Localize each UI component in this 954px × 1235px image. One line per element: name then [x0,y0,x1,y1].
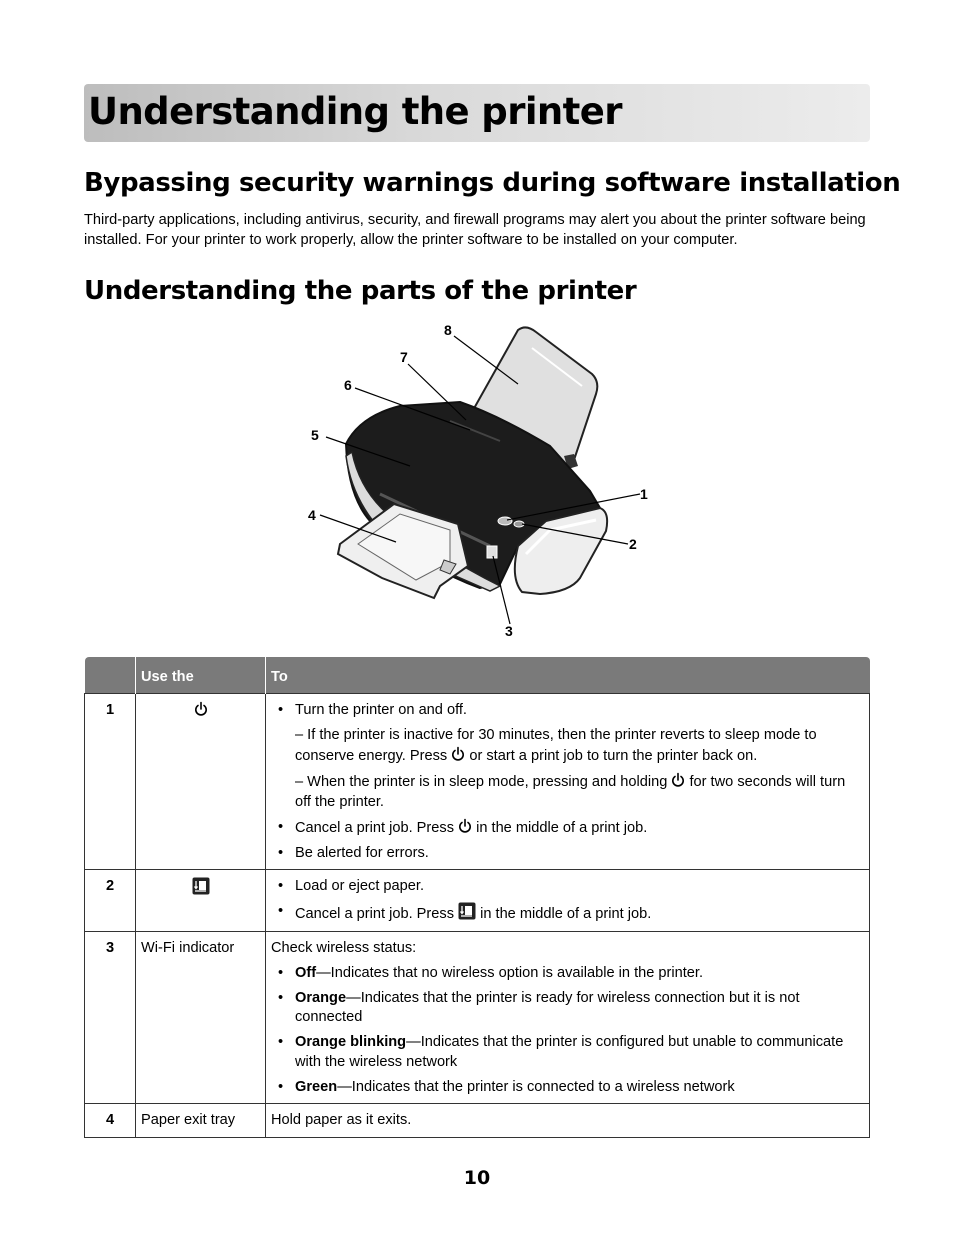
list-item: • Cancel a print job. Press in the middle of a print job. [271,902,864,925]
row-use-cell: Wi-Fi indicator [136,931,266,1104]
power-icon [194,701,208,717]
printer-illustration [300,316,660,646]
list-item: • Turn the printer on and off. – If the printer is inactive for 30 minutes, then the printer reverts to sleep mode to conserve energy. Press or start a print job to turn the printer back on. – When the printer is in sleep mode, pressing and holding for two seconds will turn off the printer. [271,701,864,812]
callout-2: 2 [629,536,637,552]
parts-table [84,657,870,1138]
row-number: 3 [85,931,136,1104]
list-item: • Load or eject paper. [271,877,864,897]
header-use-the: Use the [136,657,266,694]
header-to: To [266,657,870,694]
list-item: • Green—Indicates that the printer is connected to a wireless network [271,1078,864,1098]
row-use-cell [136,870,266,932]
row-number: 4 [85,1104,136,1138]
row-number: 2 [85,870,136,932]
list-item: • Off—Indicates that no wireless option is available in the printer. [271,964,864,984]
row-to-cell [266,870,870,932]
callout-3: 3 [505,623,513,639]
chapter-title: Understanding the printer [88,90,622,133]
table-row [85,1104,870,1138]
table-row [85,870,870,932]
callout-5: 5 [311,427,319,443]
list-item: • Orange—Indicates that the printer is ready for wireless connection but it is not connected [271,989,864,1028]
chapter-title-bar [84,84,870,142]
list-item: • Orange blinking—Indicates that the printer is configured but unable to communicate with the wireless network [271,1033,864,1072]
page-number: 10 [463,1167,491,1189]
sleep-mode-note: – If the printer is inactive for 30 minutes, then the printer reverts to sleep mode to conserve energy. Press or start a print job to turn the printer back on. [295,727,817,764]
row-use-cell [136,694,266,870]
section-heading-parts: Understanding the parts of the printer [84,276,637,306]
row-to-cell: Hold paper as it exits. [266,1104,870,1138]
wireless-status-lead: Check wireless status: [271,939,417,956]
callout-6: 6 [344,377,352,393]
section-body-security: Third-party applications, including antivirus, security, and firewall programs may alert you about the printer software being installed. For your printer to work properly, allow the printer software to be installed on your computer. [84,212,866,248]
paper-feed-icon [458,902,476,920]
table-header-row [85,657,870,694]
power-icon [671,772,685,788]
list-item: • Be alerted for errors. [271,844,864,864]
table-row [85,694,870,870]
row-use-cell: Paper exit tray [136,1104,266,1138]
callout-1: 1 [640,486,648,502]
section-heading-security: Bypassing security warnings during software installation [84,168,901,198]
power-icon [458,818,472,834]
row-number: 1 [85,694,136,870]
power-icon [451,746,465,762]
row-to-cell [266,694,870,870]
row-to-cell [266,931,870,1104]
header-number [85,657,136,694]
callout-4: 4 [308,507,316,523]
paper-feed-icon [192,877,210,895]
callout-7: 7 [400,349,408,365]
list-item: • Cancel a print job. Press in the middle of a print job. [271,818,864,839]
power-off-note: – When the printer is in sleep mode, pressing and holding for two seconds will turn off the printer. [295,774,846,810]
table-row [85,931,870,1104]
callout-8: 8 [444,322,452,338]
